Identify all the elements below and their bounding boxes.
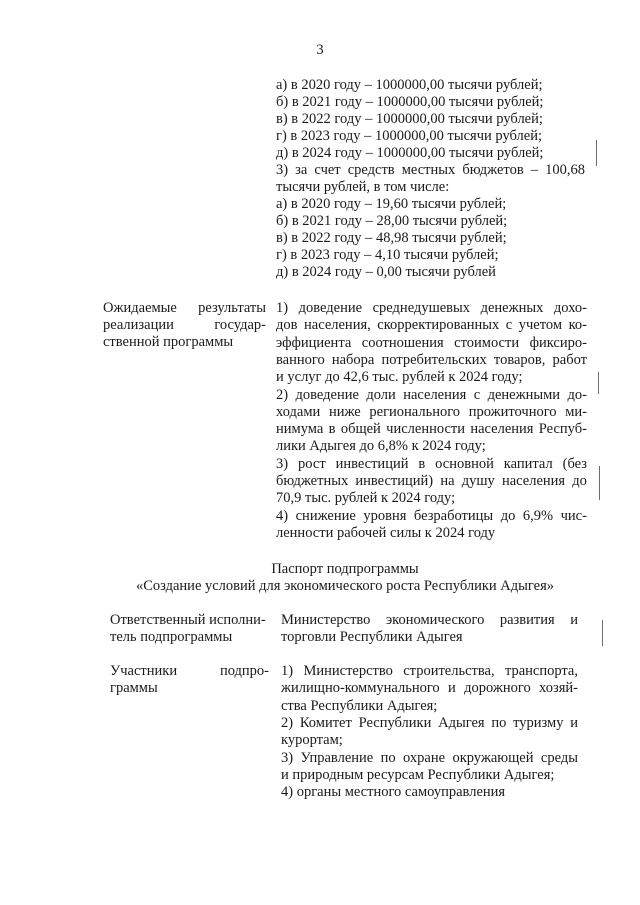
responsible-value-line: торговли Республики Адыгея bbox=[281, 629, 463, 645]
participants-line: и природным ресурсам Республики Адыгея; bbox=[281, 766, 555, 783]
scan-edge-mark bbox=[596, 140, 597, 166]
results-item-line bbox=[276, 317, 587, 334]
funding-line: в) в 2022 году – 1000000,00 тысячи рублей; bbox=[276, 111, 543, 127]
word: 2) bbox=[281, 714, 294, 731]
participants-line bbox=[281, 680, 578, 697]
word: ко- bbox=[568, 317, 587, 334]
word: рост bbox=[298, 455, 326, 472]
funding-line: г) в 2023 году – 4,10 тысячи рублей; bbox=[276, 247, 499, 263]
results-item-line bbox=[276, 404, 587, 421]
word: дохо- bbox=[553, 300, 587, 316]
word: в bbox=[418, 455, 426, 472]
word: Управление bbox=[300, 749, 374, 766]
word: среды bbox=[540, 749, 578, 766]
results-item-line bbox=[276, 335, 587, 352]
word: дов bbox=[276, 317, 298, 334]
word: подпро- bbox=[219, 663, 269, 679]
word: доведение bbox=[298, 300, 363, 316]
word: до bbox=[572, 473, 587, 489]
word: в bbox=[328, 421, 336, 438]
word: дорожного bbox=[464, 680, 531, 697]
participants-line: ства Республики Адыгея; bbox=[281, 697, 438, 714]
scan-edge-mark bbox=[602, 620, 603, 646]
passport-subtitle: «Создание условий для экономического роста Республики Адыгея» bbox=[135, 578, 555, 594]
word: регионального bbox=[369, 403, 461, 420]
word: населения bbox=[501, 473, 566, 489]
results-item-line bbox=[276, 473, 587, 490]
word: скорректированных bbox=[377, 317, 500, 334]
funding-line: д) в 2024 году – 0,00 тысячи рублей bbox=[276, 264, 496, 280]
word: 2) bbox=[276, 386, 289, 403]
word: ванного bbox=[276, 351, 325, 368]
word: и bbox=[570, 612, 578, 628]
results-label-line bbox=[103, 300, 266, 317]
word: средств bbox=[347, 162, 395, 178]
word: стоимости bbox=[454, 334, 520, 351]
word: бюджетов bbox=[462, 162, 524, 178]
word: 1) bbox=[281, 663, 294, 679]
results-item-line bbox=[276, 421, 587, 438]
word: 4) bbox=[276, 507, 289, 524]
word: населения bbox=[403, 386, 467, 403]
results-item-line: лики Адыгея до 6,8% к 2024 году; bbox=[276, 438, 486, 455]
word: фиксиро- bbox=[529, 334, 587, 351]
word: реализации bbox=[103, 317, 174, 333]
word: экономического bbox=[385, 612, 485, 628]
participants-line: 4) органы местного самоуправления bbox=[281, 784, 506, 801]
word: ниже bbox=[328, 403, 361, 420]
passport-title: Паспорт подпрограммы bbox=[271, 561, 419, 577]
word: 3) bbox=[276, 455, 289, 472]
word: государ- bbox=[214, 317, 266, 333]
word: работ bbox=[552, 351, 587, 368]
word: развития bbox=[499, 612, 555, 628]
word: 3) bbox=[276, 162, 289, 178]
word: среднедушевых bbox=[372, 300, 471, 316]
word: денежными bbox=[487, 386, 561, 403]
results-item-line bbox=[276, 508, 587, 525]
word: уровня bbox=[363, 507, 407, 524]
word: Комитет bbox=[299, 714, 352, 731]
word: основной bbox=[435, 455, 494, 472]
responsible-value-line bbox=[281, 612, 578, 629]
participants-line: курортам; bbox=[281, 732, 343, 749]
word: населения, bbox=[304, 317, 371, 334]
word: душу bbox=[461, 473, 495, 489]
participants-line bbox=[281, 750, 578, 767]
word: учетом bbox=[518, 317, 563, 334]
funding-line: г) в 2023 году – 1000000,00 тысячи рублей; bbox=[276, 128, 542, 144]
word: бюджетных bbox=[276, 473, 349, 489]
funding-line: а) в 2020 году – 1000000,00 тысячи рублей; bbox=[276, 77, 543, 93]
word: набора bbox=[331, 351, 375, 368]
word: с bbox=[473, 386, 481, 403]
word: Респуб- bbox=[538, 421, 587, 438]
word: Адыгея bbox=[438, 714, 485, 731]
word: прожиточного bbox=[468, 403, 557, 420]
word: окружающей bbox=[452, 749, 534, 766]
word: 1) bbox=[276, 300, 289, 316]
results-item-line: ленности рабочей силы к 2024 году bbox=[276, 524, 496, 541]
word: доведение bbox=[295, 386, 359, 403]
word: местных bbox=[401, 162, 456, 178]
word: до bbox=[500, 507, 516, 524]
word: 3) bbox=[281, 749, 294, 766]
word: – bbox=[530, 162, 538, 178]
word: туризму bbox=[513, 714, 564, 731]
participants-label-line: граммы bbox=[110, 680, 158, 696]
participants-line bbox=[281, 663, 578, 680]
word: (без bbox=[562, 455, 587, 472]
word: товаров, bbox=[493, 351, 546, 368]
results-item-line bbox=[276, 300, 587, 317]
responsible-label-line: Ответственный исполни- bbox=[110, 612, 266, 628]
word: нимума bbox=[276, 421, 324, 438]
funding-line: б) в 2021 году – 1000000,00 тысячи рублей; bbox=[276, 94, 544, 110]
word: общей bbox=[340, 421, 381, 438]
word: и bbox=[570, 714, 578, 731]
funding-line: б) в 2021 году – 28,00 тысячи рублей; bbox=[276, 213, 508, 229]
results-label-line bbox=[103, 317, 266, 334]
results-item-line bbox=[276, 456, 587, 473]
word: с bbox=[505, 317, 513, 334]
word: и bbox=[448, 680, 456, 697]
scan-edge-mark bbox=[599, 466, 600, 500]
responsible-label-line: тель подпрограммы bbox=[110, 629, 233, 645]
word: 100,68 bbox=[545, 162, 585, 178]
word: счет bbox=[314, 162, 341, 178]
results-item-line bbox=[276, 387, 587, 404]
word: денежных bbox=[480, 300, 544, 316]
word: снижение bbox=[295, 507, 356, 524]
word: потребительских bbox=[381, 351, 487, 368]
word: соотношения bbox=[361, 334, 444, 351]
word: жилищно-коммунального bbox=[281, 680, 440, 697]
word: по bbox=[491, 714, 507, 731]
word: на bbox=[440, 473, 455, 489]
results-item-line: и услуг до 42,6 тыс. рублей к 2024 году; bbox=[276, 369, 523, 386]
word: 6,9% bbox=[522, 507, 554, 524]
participants-line bbox=[281, 715, 578, 732]
word: ходами bbox=[276, 403, 321, 420]
word: до- bbox=[567, 386, 587, 403]
word: доли bbox=[366, 386, 396, 403]
local-budget-intro-line: тысячи рублей, в том числе: bbox=[276, 179, 450, 195]
word: хозяй- bbox=[539, 680, 578, 697]
page-number: 3 bbox=[316, 42, 324, 58]
word: по bbox=[380, 749, 396, 766]
word: капитал bbox=[503, 455, 553, 472]
results-item-line: 70,9 тыс. рублей к 2024 году; bbox=[276, 490, 456, 507]
word: Участники bbox=[110, 663, 178, 679]
funding-line: а) в 2020 году – 19,60 тысячи рублей; bbox=[276, 196, 507, 212]
word: Республики bbox=[358, 714, 432, 731]
scan-edge-mark bbox=[598, 372, 599, 394]
word: Ожидаемые bbox=[103, 300, 177, 316]
word: Министерство bbox=[303, 663, 393, 679]
word: охране bbox=[403, 749, 446, 766]
word: чис- bbox=[560, 507, 587, 524]
results-item-line bbox=[276, 352, 587, 369]
word: безработицы bbox=[413, 507, 494, 524]
participants-label-line bbox=[110, 663, 269, 680]
word: Министерство bbox=[281, 612, 371, 628]
word: населения bbox=[470, 421, 534, 438]
word: инвестиций bbox=[335, 455, 409, 472]
word: за bbox=[295, 162, 308, 178]
word: ми- bbox=[565, 403, 587, 420]
word: строительства, bbox=[403, 663, 495, 679]
word: инвестиций) bbox=[355, 473, 434, 489]
local-budget-intro-line bbox=[276, 162, 585, 179]
funding-line: д) в 2024 году – 1000000,00 тысячи рублей; bbox=[276, 145, 544, 161]
word: транспорта, bbox=[504, 663, 578, 679]
word: результаты bbox=[198, 300, 266, 316]
word: численности bbox=[386, 421, 465, 438]
results-label-line: ственной программы bbox=[103, 334, 234, 350]
funding-line: в) в 2022 году – 48,98 тысячи рублей; bbox=[276, 230, 507, 246]
word: эффициента bbox=[276, 334, 352, 351]
